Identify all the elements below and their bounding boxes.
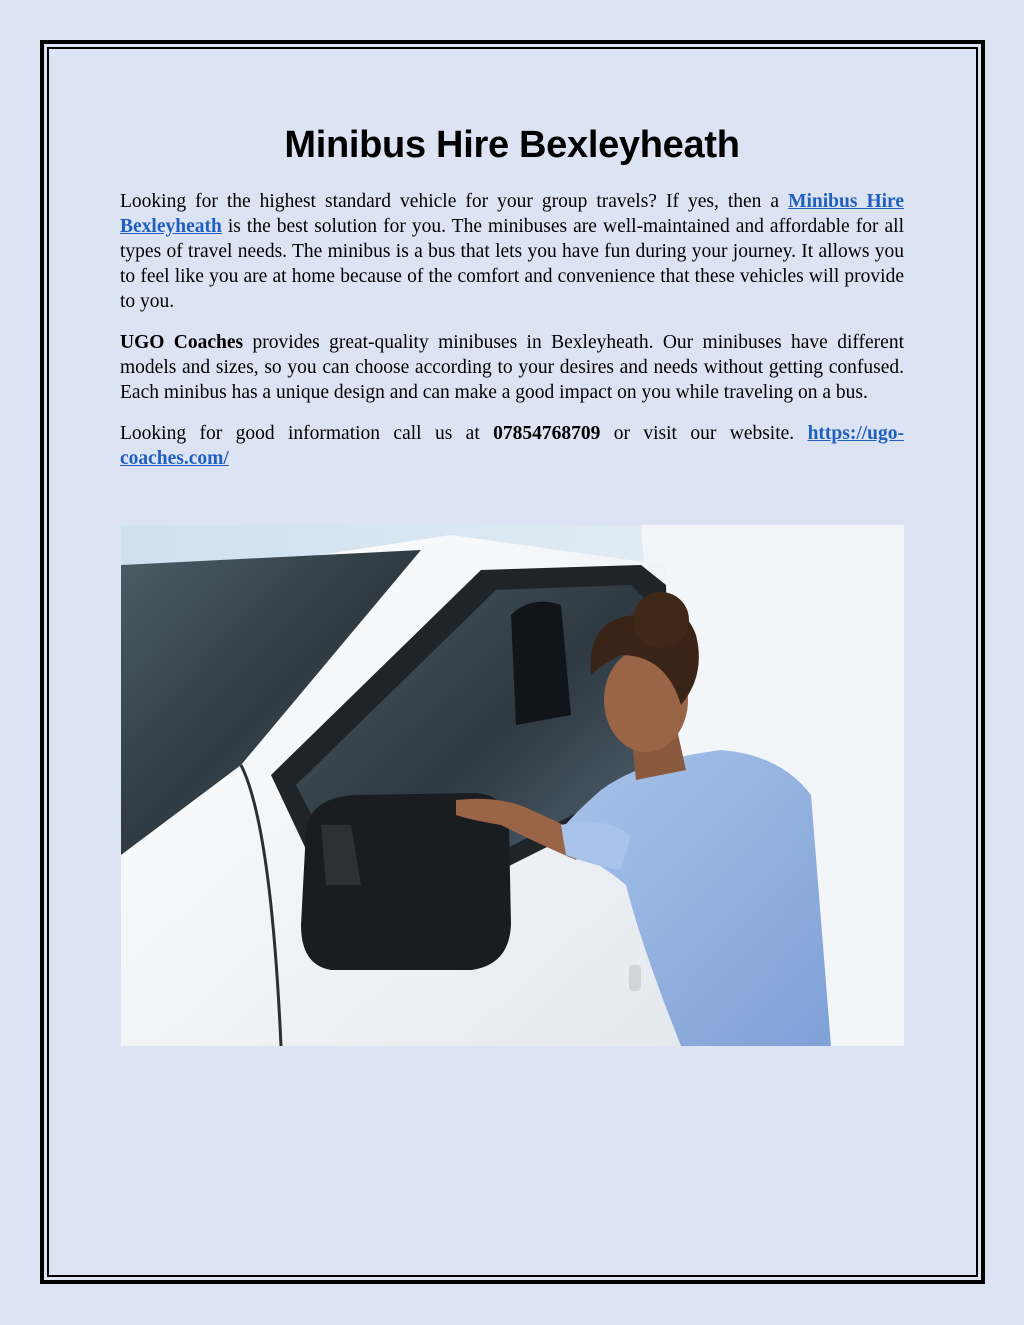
company-text: provides great-quality minibuses in Bexleyheath. Our minibuses have different models and sizes, so you can choose according to your desires and needs without getting confused. Each minibus has a unique design and can make a good impact on you while traveling on a bus. xyxy=(120,332,904,403)
company-name: UGO Coaches xyxy=(120,332,244,353)
page-title: Minibus Hire Bexleyheath xyxy=(284,124,740,166)
woman-at-van-photo xyxy=(121,525,904,1046)
door-handle xyxy=(629,965,641,991)
contact-text-mid: or visit our website. xyxy=(600,423,808,444)
intro-text-before: Looking for the highest standard vehicle for your group travels? If yes, then a xyxy=(120,191,789,212)
minibus-hire-link[interactable]: Minibus Hire Bexleyheath xyxy=(120,191,904,237)
van-seat xyxy=(511,602,571,725)
woman-hair-bun xyxy=(633,592,689,648)
contact-text-before: Looking for good information call us at xyxy=(120,423,494,444)
document-body xyxy=(120,124,904,487)
company-paragraph xyxy=(120,330,904,405)
intro-paragraph xyxy=(120,189,904,314)
intro-text-after: is the best solution for you. The minibuses are well-maintained and affordable for all types of travel needs. The minibus is a bus that lets you have fun during your journey. It allows you to feel like you are at home because of the comfort and convenience that these vehicles will provide to you. xyxy=(120,216,904,312)
website-link[interactable]: https://ugo-coaches.com/ xyxy=(120,423,904,469)
phone-number: 07854768709 xyxy=(493,423,601,444)
contact-paragraph xyxy=(120,421,904,471)
